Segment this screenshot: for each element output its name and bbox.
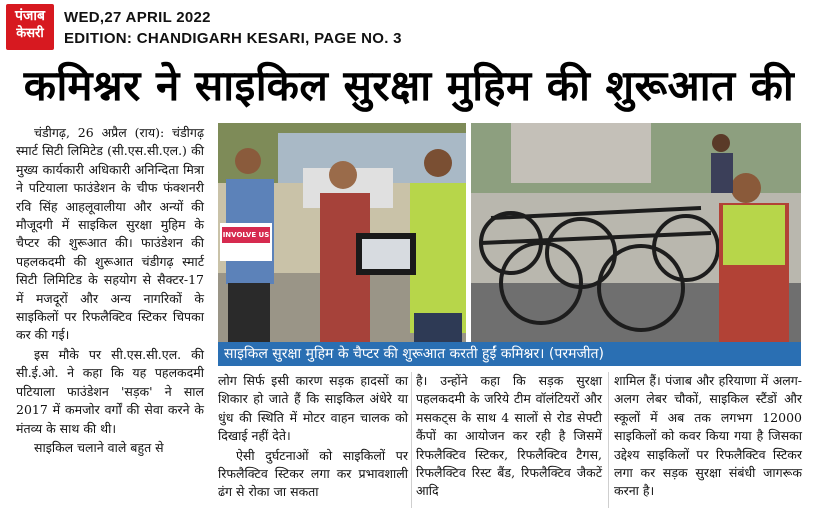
banner-label: INVOLVE US [222, 231, 270, 239]
paragraph: है। उन्होंने कहा कि सड़क सुरक्षा पहलकदमी के जरिये टीम वॉलंटियरों और मसकट्स के साथ 4 सालों से रोड सेफ्टी कैंपों का आयोजन कर रही है जिसमें रिफलैक्टिव स्टिकर, रिफलैक्टिव टैगस, रिफलैक्टिव रिस्ट बैंड, रिफलैक्टिव जैकटें आदि [416, 373, 602, 499]
headline: कमिश्नर ने साइकिल सुरक्षा मुहिम की शुरूआत की [23, 61, 795, 110]
article-column-1 [16, 124, 204, 457]
edition-label: EDITION: CHANDIGARH KESARI, PAGE NO. 3 [64, 30, 402, 47]
logo-line-1: पंजाब [15, 8, 45, 24]
photo-caption: साइकिल सुरक्षा मुहिम के चैप्टर की शुरूआत करती हुईं कमिश्नर। (परमजीत) [218, 342, 801, 366]
article-column-2 [218, 372, 408, 502]
masthead [0, 0, 818, 54]
article-column-3 [416, 372, 602, 501]
paragraph: इस मौके पर सी.एस.सी.एल. की सी.ई.ओ. ने कहा कि यह पहलकदमी पटियाला फाउंडेशन 'सड़क' ने साल 2017 में कमजोर वर्गों की सेवा करने के मंतव्य के साथ की थी। [16, 346, 204, 436]
column-divider [411, 372, 412, 508]
edition-info [64, 7, 402, 49]
newspaper-logo [6, 4, 54, 50]
paragraph: शामिल हैं। पंजाब और हरियाणा में अलग-अलग लेबर चौकों, साइकिल स्टैंडों और स्कूलों में अब तक लगभग 12000 साइकिलों को कवर किया गया है जिसका उद्देश्य साइकिलों पर रिफलैक्टिव स्टिकर लगा कर सड़क सुरक्षा संबंधी जागरूक करना है। [614, 373, 802, 499]
article-column-4 [614, 372, 802, 501]
paragraph: लोग सिर्फ इसी कारण सड़क हादसों का शिकार हो जाते हैं कि साइकिल अंधेरे या धुंध की स्थिति में मोटर वाहन चालक को दिखाई नहीं देते। [218, 373, 408, 444]
logo-line-2: केसरी [16, 26, 44, 41]
photo-sticker-on-cycles [471, 123, 801, 342]
paragraph: चंडीगढ़, 26 अप्रैल (राय): चंडीगढ़ स्मार्ट सिटी लिमिटेड (सी.एस.सी.एल.) की मुख्य कार्यकारी अधिकारी अनिन्दिता मित्रा ने पटियाला फाउंडेशन के चीफ फंक्शनरी रवि सिंह आहलूवालीया और अन्यों की मौजूदगी में साइकिल सुरक्षा मुहिम के चैप्टर की शुरूआत की। फाउंडेशन की पहलकदमी की शुरूआत चंडीगढ़ स्मार्ट सिटी लिमिटिड के सहयोग से सैक्टर-17 में मजदूरों और अन्य नागरिकों के साइकिलों पर रिफलैक्टिव स्टिकर चिपका कर की गई। [16, 125, 204, 343]
issue-date: WED,27 APRIL 2022 [64, 9, 211, 26]
paragraph: ऐसी दुर्घटनाओं को साइकिलों पर रिफलैक्टिव स्टिकर लगा कर प्रभावशाली ढंग से रोका जा सकता [218, 447, 408, 500]
photo-commissioner-with-banner [218, 123, 466, 342]
paragraph: साइकिल चलाने वाले बहुत से [34, 439, 164, 455]
column-divider [608, 372, 609, 508]
